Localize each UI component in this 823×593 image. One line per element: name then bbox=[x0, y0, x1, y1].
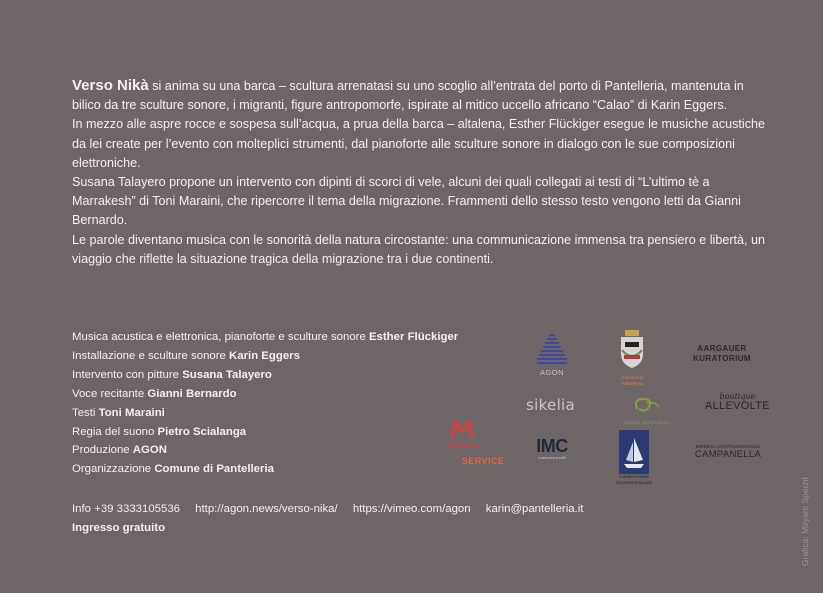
coat-of-arms-icon bbox=[618, 328, 646, 370]
credit-role: Musica acustica e elettronica, pianoforte e sculture sonore bbox=[72, 331, 369, 343]
graphic-credit: Grafica: Miryam Specht bbox=[800, 477, 810, 566]
credit-role: Voce recitante bbox=[72, 387, 148, 400]
contact-info bbox=[72, 500, 583, 537]
cantieri-line-1: Cantieri Navali bbox=[619, 474, 649, 479]
vimeo-link[interactable]: https://vimeo.com/agon bbox=[352, 503, 471, 515]
allevolte-logo bbox=[705, 392, 770, 412]
aargauer-kuratorium-logo bbox=[686, 344, 758, 364]
credit-role: Testi bbox=[72, 406, 99, 419]
credit-row bbox=[72, 423, 458, 442]
credit-name: Pietro Scialanga bbox=[157, 425, 247, 438]
credit-name: Toni Maraini bbox=[98, 406, 165, 419]
campanella-subtitle: IMPRESA COSTRUZIONI EDILI bbox=[695, 444, 761, 449]
campanella-logo bbox=[688, 444, 768, 460]
imc-label: IMC bbox=[536, 436, 568, 456]
sikelia-logo: sikelia bbox=[526, 396, 575, 414]
cantieri-line-2: Giovanni Esposito bbox=[615, 479, 653, 485]
mediterranea-label: MEDITERRANEA bbox=[445, 443, 479, 448]
sailboat-icon bbox=[619, 430, 649, 474]
event-title: Verso Nikà bbox=[72, 77, 149, 94]
imc-logo bbox=[530, 437, 574, 460]
coat-label: Comune di Pantelleria bbox=[621, 375, 643, 386]
cultura-label: cultura alternativa bbox=[623, 420, 669, 426]
paragraph-2: In mezzo alle aspre rocce e sospesa sull’acqua, a prua della barca – altalena, Esther Flückiger esegue le musiche acustiche da lei create per l’evento con molteplici strumenti, dal pianoforte alle sculture sonore in dialogo con le sue composizioni elettroniche. bbox=[72, 117, 766, 170]
credit-role: Produzione bbox=[72, 444, 133, 457]
agon-label: AGON bbox=[539, 368, 565, 377]
credit-role: Intervento con pitture bbox=[72, 368, 183, 381]
credit-row bbox=[72, 347, 458, 366]
contact-line bbox=[72, 500, 583, 519]
credit-row bbox=[72, 441, 458, 460]
credit-role: Installazione e sculture sonore bbox=[72, 349, 230, 362]
cultura-swirl-icon bbox=[631, 395, 661, 415]
paragraph-3: Susana Talayero propone un intervento con dipinti di scorci di vele, alcuni dei quali collegati ai testi di “L’ultimo tè a Marrakesh” di Toni Maraini, che ripercorre il tema della migrazione. Frammenti dello stesso testo vengono letti da Gianni Bernardo. bbox=[72, 175, 741, 228]
credit-name: Susana Talayero bbox=[182, 368, 272, 381]
credits-list bbox=[72, 328, 458, 479]
mediterranea-logo bbox=[444, 420, 480, 448]
credit-row bbox=[72, 366, 458, 385]
cantieri-navali-logo bbox=[612, 430, 656, 485]
campanella-label: CAMPANELLA bbox=[694, 449, 762, 460]
description bbox=[72, 76, 772, 269]
agon-waves-icon bbox=[537, 332, 567, 366]
free-entry: Ingresso gratuito bbox=[72, 521, 166, 534]
aargauer-line-1: AARGAUER bbox=[697, 344, 747, 353]
pantelleria-coat-of-arms bbox=[612, 328, 652, 387]
entry-line bbox=[72, 519, 583, 538]
credit-name: Comune di Pantelleria bbox=[154, 463, 274, 476]
agon-logo bbox=[530, 332, 574, 377]
credit-row bbox=[72, 404, 458, 423]
credit-role: Regia del suono bbox=[72, 425, 158, 438]
credit-row bbox=[72, 385, 458, 404]
mediterranea-m-icon bbox=[450, 420, 474, 438]
credit-name: AGON bbox=[132, 444, 167, 457]
allevolte-small: boutique bbox=[719, 392, 756, 401]
imc-subtitle: costruzioni edili bbox=[538, 455, 566, 460]
sailboat-graphic bbox=[619, 430, 649, 474]
credit-name: Esther Flückiger bbox=[368, 331, 459, 343]
credit-name: Gianni Bernardo bbox=[147, 387, 237, 400]
credit-name: Karin Eggers bbox=[229, 349, 300, 362]
credit-row bbox=[72, 460, 458, 479]
paragraph-4: Le parole diventano musica con le sonorità della natura circostante: una communicazione immensa tra pensiero e libertà, un viaggio che riflette la situazione tragica della migrazione tra i due continenti. bbox=[72, 232, 766, 266]
service-logo: SERVICE bbox=[462, 456, 505, 466]
website-link[interactable]: http://agon.news/verso-nika/ bbox=[195, 503, 338, 515]
phone-number: Info +39 3333105536 bbox=[72, 503, 180, 515]
allevolte-big: ALLEVOLTE bbox=[705, 400, 770, 412]
email-link[interactable]: karin@pantelleria.it bbox=[485, 503, 584, 515]
credit-role: Organizzazione bbox=[72, 463, 155, 476]
paragraph-1-text: si anima su una barca – scultura arrenatasi su uno scoglio all’entrata del porto di Pantelleria, mantenuta in bilico da tre sculture sonore, i migranti, figure antropomorfe, ispirate al mitico uccello africano “Calao” di Karin Eggers. bbox=[72, 79, 744, 113]
paragraph-1 bbox=[72, 76, 772, 115]
aargauer-line-2: KURATORIUM bbox=[693, 354, 751, 363]
cultura-alternativa-logo bbox=[613, 395, 679, 426]
credit-row bbox=[72, 328, 458, 347]
